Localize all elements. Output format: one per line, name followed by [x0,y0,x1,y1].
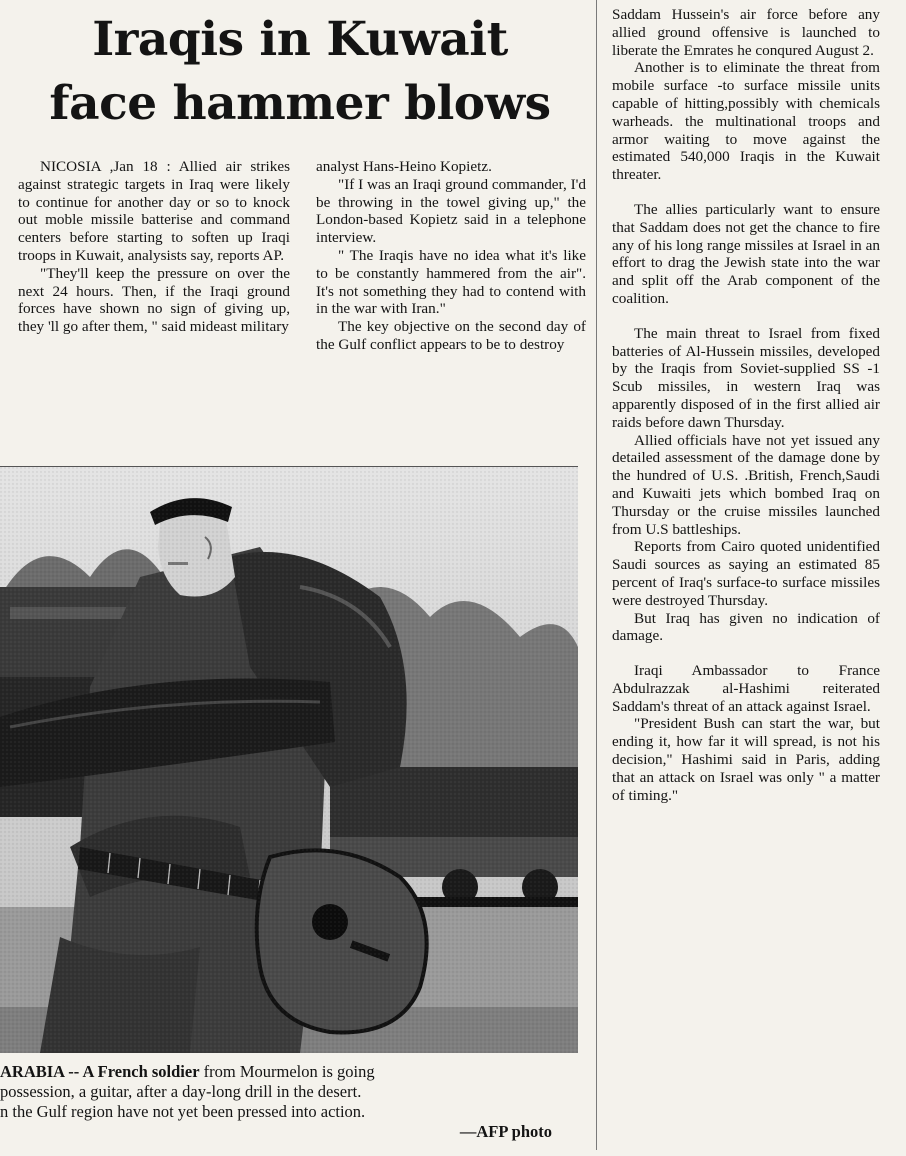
column-3-paragraph-8: Iraqi Ambassador to France Abdulrazzak al-Hashimi reiterated Saddam's threat of an attack against Israel. [612,662,880,715]
photo-credit: —AFP photo [459,1122,552,1141]
column-3-paragraph-3: The allies particularly want to ensure that Saddam does not get the chance to fire any of his long range missiles at Israel in an effort to drag the Jewish state into the war and split off the Arab component of the coalition. [612,200,880,307]
column-2-paragraph-3: " The Iraqis have no idea what it's like to be constantly hammered from the air". It's not something they had to contend with in the war with Iran." [316,246,586,318]
column-2-paragraph-4: The key objective on the second day of the Gulf conflict appears to be to destroy [316,318,586,353]
headline [0,8,600,136]
column-3-paragraph-9: "President Bush can start the war, but ending it, how far it will spread, is not his decision," Hashimi said in Paris, adding that an attack on Israel was only " a matter of timing." [612,715,880,804]
column-3-paragraph-2: Another is to eliminate the threat from mobile surface -to surface missile units capable of hitting,possibly with chemicals warheads. the multinational troops and armor waiting to move against the estimated 540,000 Iraqis in the Kuwait threater. [612,59,880,184]
column-3-paragraph-4: The main threat to Israel from fixed batteries of Al-Hussein missiles, developed by the Iraqis from Soviet-supplied SS -1 Scub missiles, in western Iraq was apparently disposed of in the first allied air raids before dawn Thursday. [612,324,880,431]
column-3-paragraph-6: Reports from Cairo quoted unidentified Saudi sources as saying an estimated 85 percent of Iraq's surface-to surface missiles were destroyed Thursday. [612,538,880,609]
column-3-paragraph-1: Saddam Hussein's air force before any allied ground offensive is launched to liberate the Emrates he conqured August 2. [612,6,880,59]
column-divider [596,0,597,1150]
column-1-paragraph-2: "They'll keep the pressure on over the next 24 hours. Then, if the Iraqi ground forces have shown no sign of giving up, they 'll go after them, " said mideast military [18,264,290,336]
article-column-2 [316,158,586,354]
headline-line-2: face hammer blows [49,76,551,131]
column-3-paragraph-7: But Iraq has given no indication of damage. [612,609,880,645]
article-column-3 [612,6,880,804]
article-column-1 [18,158,290,336]
column-1-paragraph-1: NICOSIA ,Jan 18 : Allied air strikes against strategic targets in Iraq were likely to continue for another day or so to knock out moble missile batterise and command centers before starting to soften up Iraqi troops in Kuwait, analysists say, reports AP. [18,158,290,264]
caption-line-2: possession, a guitar, after a day-long drill in the desert. [0,1082,362,1101]
column-2-paragraph-1: analyst Hans-Heino Kopietz. [316,158,492,175]
caption-lead: ARABIA -- A French soldier [0,1062,200,1081]
photo-soldier-with-guitar [0,467,578,1053]
photo-caption [0,1062,578,1142]
column-2-paragraph-2: "If I was an Iraqi ground commander, I'd be throwing in the towel giving up," the London-based Kopietz said in a telephone interview. [316,175,586,247]
caption-line-1 [0,1062,578,1082]
news-photo [0,466,578,1053]
caption-line-3: n the Gulf region have not yet been pressed into action. [0,1102,366,1121]
column-3-paragraph-5: Allied officials have not yet issued any detailed assessment of the damage done by the hundred of U.S. .British, French,Saudi and Kuwaiti jets which bombed Iraq on Thursday or the cruise missiles launched from U.S battleships. [612,431,880,538]
caption-line-1-rest: from Mourmelon is going [199,1062,375,1081]
headline-line-1: Iraqis in Kuwait [92,12,508,67]
